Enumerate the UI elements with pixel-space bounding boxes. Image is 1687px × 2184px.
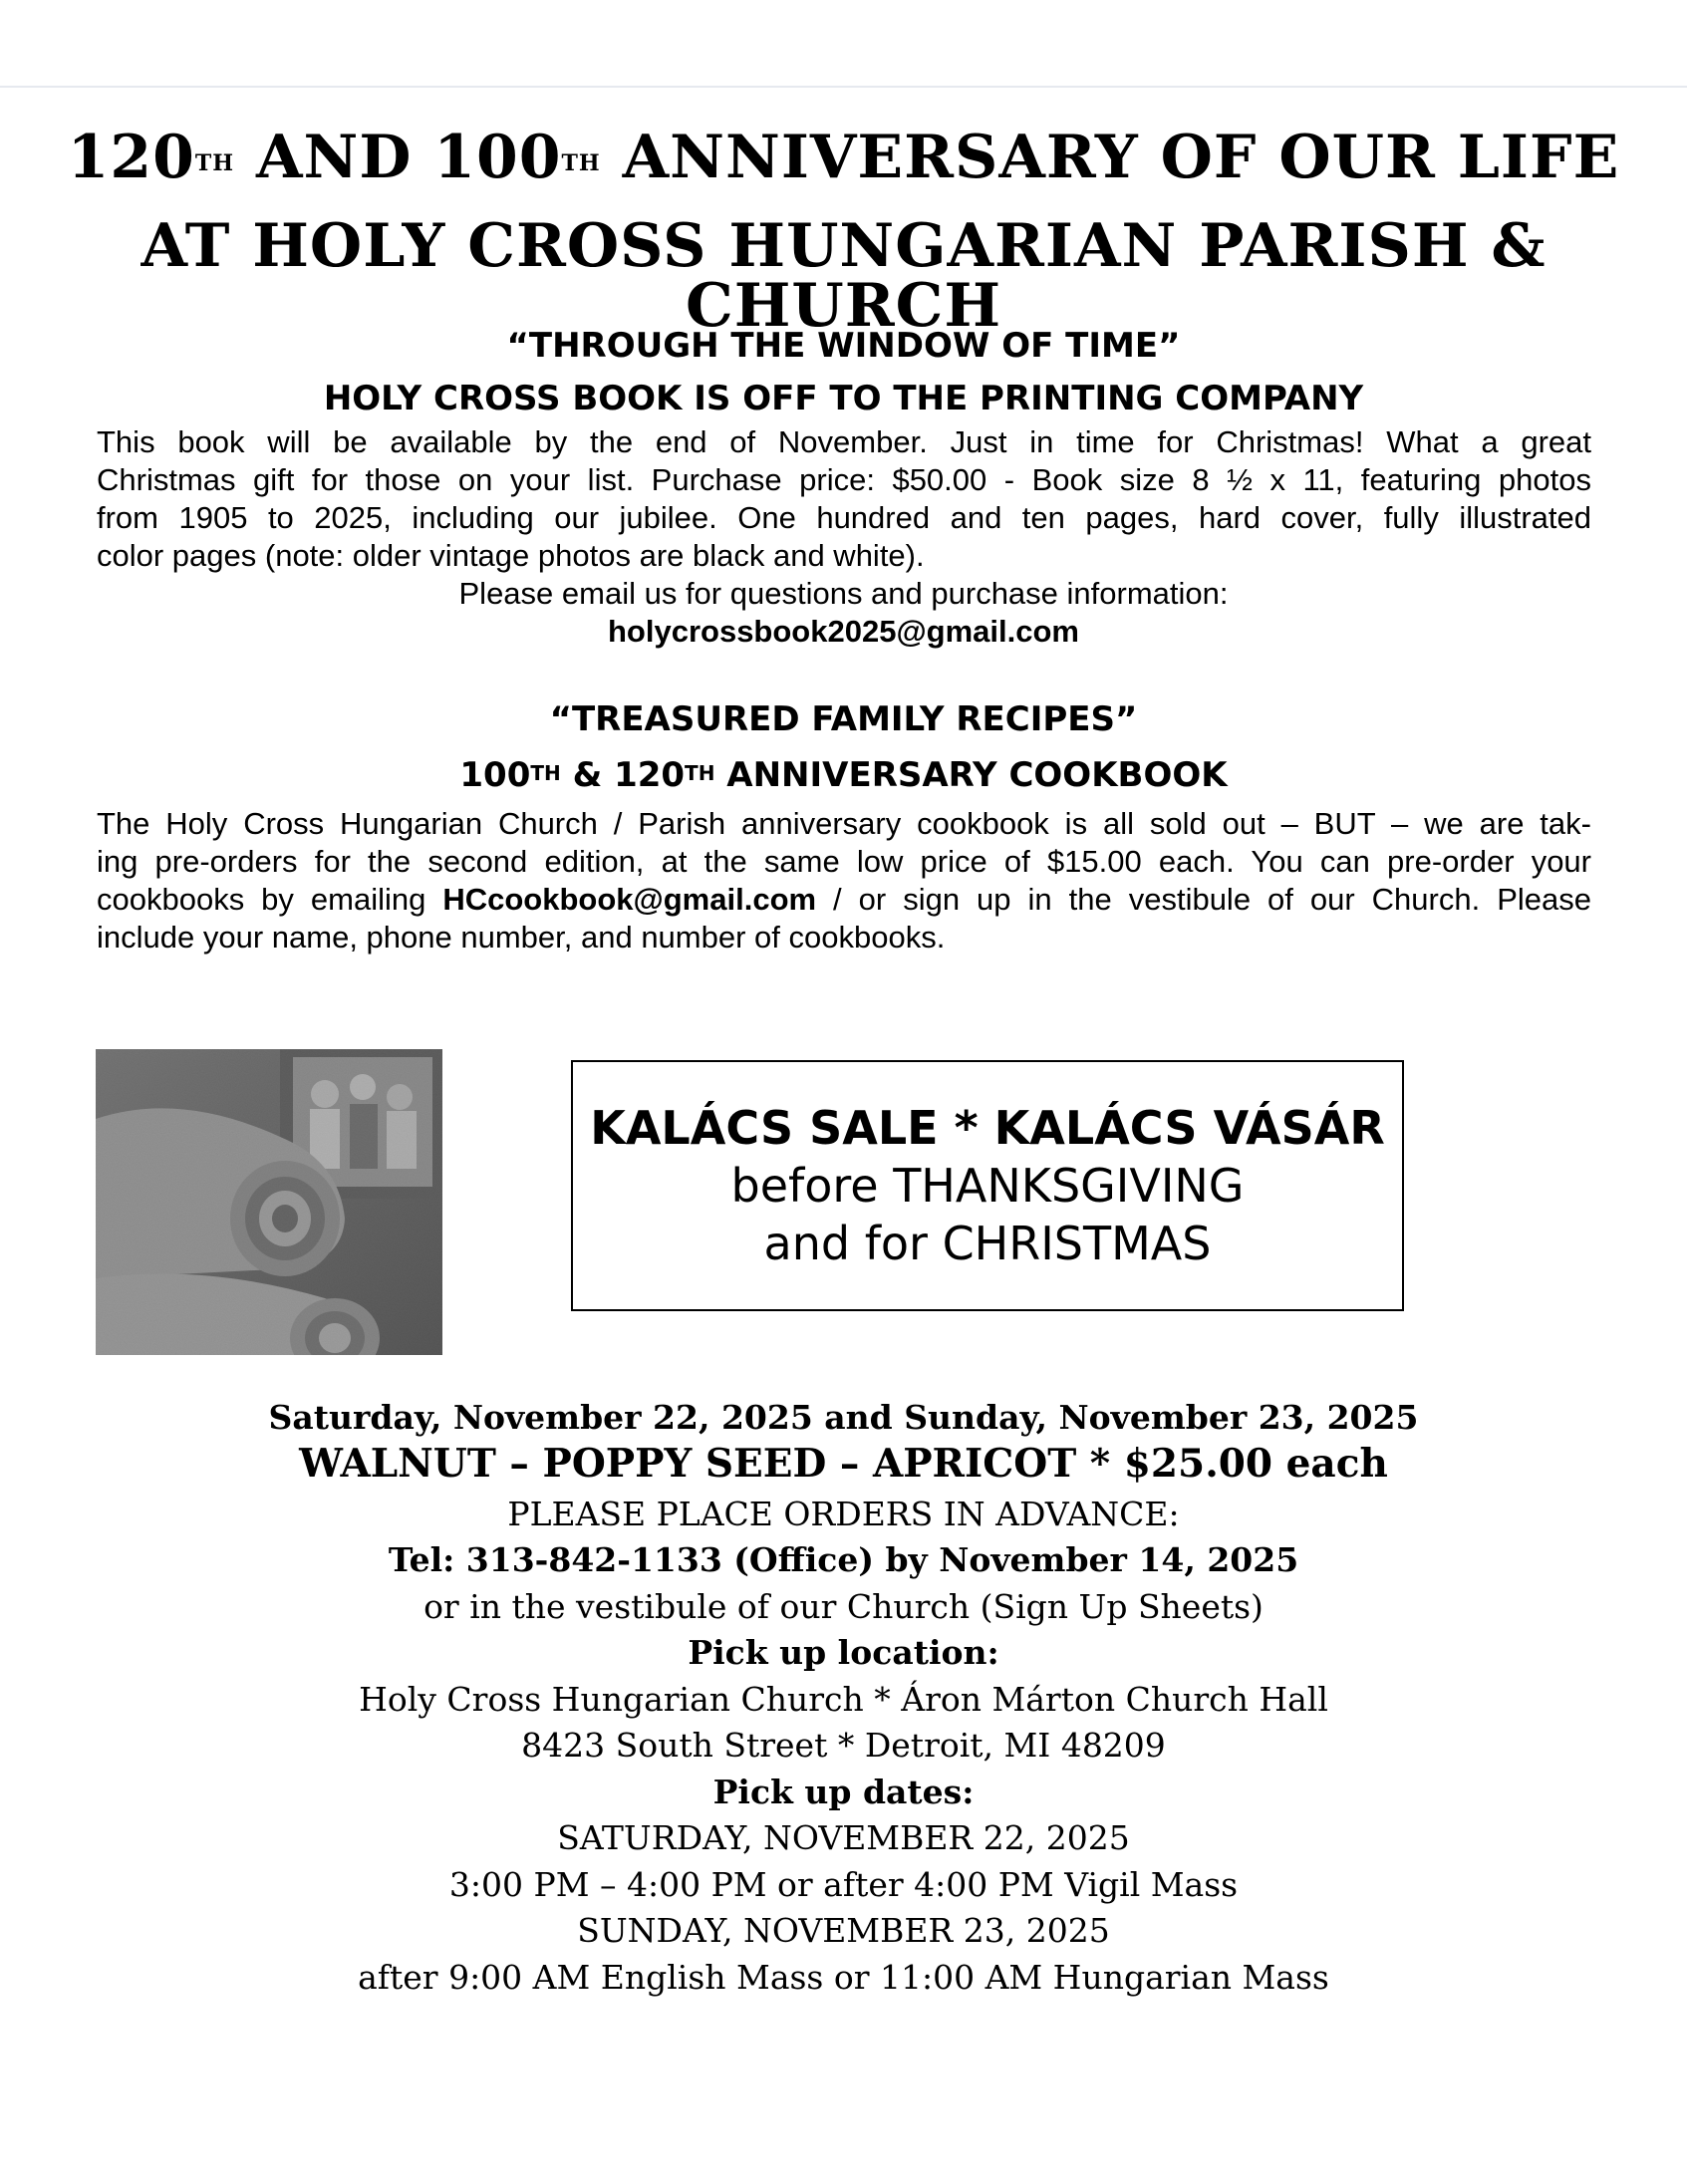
cookbook-line-1: The Holy Cross Hungarian Church / Parish anniversary cookbook is all sold out – BUT – we are tak- (97, 806, 1591, 841)
sale-flavors-price: WALNUT – POPPY SEED – APRICOT * $25.00 each (299, 1441, 1388, 1487)
pickup-location-1: Holy Cross Hungarian Church * Áron Márton Church Hall (359, 1680, 1328, 1719)
cookbook-line-3: cookbooks by emailing HCcookbook@gmail.com / or sign up in the vestibule of our Church. Please (97, 882, 1591, 917)
vestibule-line: or in the vestibule of our Church (Sign Up Sheets) (423, 1587, 1264, 1626)
book-email[interactable]: holycrossbook2025@gmail.com (607, 614, 1079, 649)
kalacs-sale-box (571, 1060, 1404, 1311)
cookbook-heading: “TREASURED FAMILY RECIPES” (549, 699, 1138, 739)
sale-line-3: and for CHRISTMAS (763, 1217, 1212, 1270)
kalacs-photo-image (96, 1049, 442, 1355)
book-heading: “THROUGH THE WINDOW OF TIME” (506, 326, 1181, 366)
pickup-location-2: 8423 South Street * Detroit, MI 48209 (521, 1726, 1166, 1765)
cookbook-email[interactable]: HCcookbook@gmail.com (442, 882, 817, 917)
cookbook-subheading: 100TH & 120TH ANNIVERSARY COOKBOOK (459, 755, 1228, 795)
pickup-dates-label: Pick up dates: (712, 1773, 975, 1811)
cookbook-description (97, 805, 1591, 956)
cookbook-line-2: ing pre-orders for the second edition, at the same low price of $15.00 each. You can pre-order your (97, 844, 1591, 879)
book-line-2: Christmas gift for those on your list. Purchase price: $50.00 - Book size 8 ½ x 11, featuring photos (97, 462, 1591, 497)
book-line-3: from 1905 to 2025, including our jubilee. One hundred and ten pages, hard cover, fully illustrated (97, 500, 1591, 535)
pickup-saturday-time: 3:00 PM – 4:00 PM or after 4:00 PM Vigil Mass (448, 1865, 1239, 1904)
advance-orders: PLEASE PLACE ORDERS IN ADVANCE: (507, 1495, 1180, 1533)
sale-dates: Saturday, November 22, 2025 and Sunday, November 23, 2025 (268, 1398, 1419, 1437)
pickup-sunday: SUNDAY, NOVEMBER 23, 2025 (577, 1911, 1110, 1950)
book-contact-line: Please email us for questions and purchase information: (458, 576, 1229, 611)
book-description (97, 423, 1591, 575)
phone-line: Tel: 313-842-1133 (Office) by November 14, 2025 (388, 1540, 1299, 1579)
book-line-4: color pages (note: older vintage photos are black and white). (97, 538, 925, 573)
pickup-location-label: Pick up location: (688, 1633, 999, 1672)
top-divider (0, 86, 1687, 88)
kalacs-photo (96, 1049, 442, 1355)
book-subheading: HOLY CROSS BOOK IS OFF TO THE PRINTING COMPANY (323, 379, 1364, 418)
page-title-line2: AT HOLY CROSS HUNGARIAN PARISH & CHURCH (141, 211, 1546, 341)
cookbook-line-4: include your name, phone number, and number of cookbooks. (97, 920, 946, 955)
pickup-sunday-time: after 9:00 AM English Mass or 11:00 AM Hungarian Mass (358, 1958, 1329, 1997)
sale-line-2: before THANKSGIVING (730, 1159, 1245, 1213)
page-title-line1: 120TH AND 100TH ANNIVERSARY OF OUR LIFE (67, 123, 1620, 192)
sale-line-1: KALÁCS SALE * KALÁCS VÁSÁR (590, 1101, 1385, 1155)
book-line-1: This book will be available by the end of November. Just in time for Christmas! What a great (97, 424, 1591, 459)
pickup-saturday: SATURDAY, NOVEMBER 22, 2025 (557, 1818, 1130, 1857)
